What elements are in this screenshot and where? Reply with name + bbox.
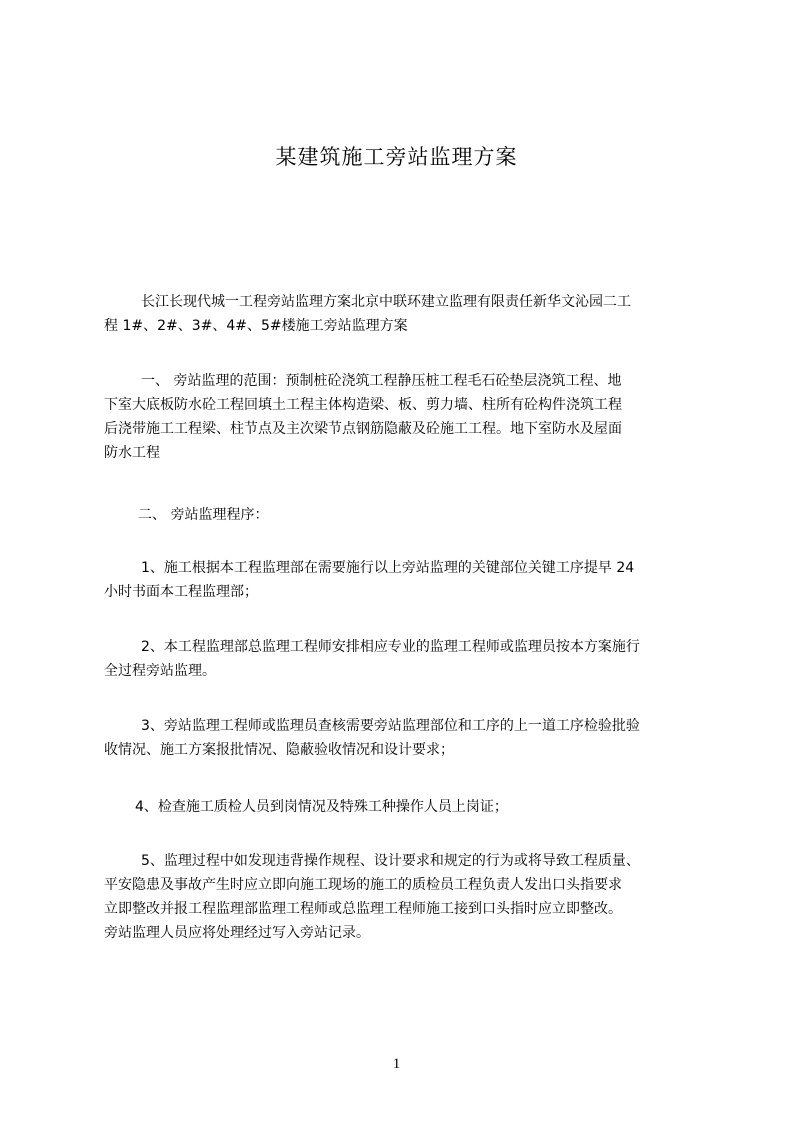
text-line: 长江长现代城一工程旁站监理方案北京中联环建立监理有限责任新华文沁园二工 [141,294,631,310]
text-line: 4、检查施工质检人员到岗情况及特殊工种操作人员上岗证； [135,799,508,815]
page-number: 1 [392,1056,401,1072]
text-line: 1、施工根据本工程监理部在需要施行以上旁站监理的关键部位关键工序提早 24 [141,560,635,576]
text-line: 2、本工程监理部总监理工程师安排相应专业的监理工程师或监理员按本方案施行 [141,639,640,655]
text-line: 防水工程 [104,445,160,461]
list-item [104,795,712,819]
section-1-paragraph [104,369,712,465]
text-line: 后浇带施工工程梁、柱节点及主次梁节点钢筋隐蔽及砼施工工程。地下室防水及屋面 [104,421,622,437]
text-line: 下室大底板防水砼工程回填土工程主体构造梁、板、剪力墙、柱所有砼构件浇筑工程 [104,397,622,413]
list-item [104,556,712,604]
text-line: 程 1#、2#、3#、4#、5#楼施工旁站监理方案 [104,318,408,334]
text-line: 二、 旁站监理程序： [138,507,269,523]
list-item [104,714,712,762]
section-2-heading [104,503,712,527]
text-line: 小时书面本工程监理部； [104,584,258,600]
text-line: 平安隐患及事故产生时应立即向施工现场的施工的质检员工程负责人发出口头指要求 [104,877,622,893]
text-line: 收情况、施工方案报批情况、隐蔽验收情况和设计要求； [104,742,454,758]
document-title: 某建筑施工旁站监理方案 [275,145,518,169]
list-item [104,849,712,945]
text-line: 全过程旁站监理。 [104,663,216,679]
text-line: 旁站监理人员应将处理经过写入旁站记录。 [104,925,370,941]
intro-paragraph [104,290,712,338]
text-line: 一、 旁站监理的范围：预制桩砼浇筑工程静压桩工程毛石砼垫层浇筑工程、地 [141,373,622,389]
text-line: 5、监理过程中如发现违背操作规程、设计要求和规定的行为或将导致工程质量、 [141,853,640,869]
text-line: 3、旁站监理工程师或监理员查核需要旁站监理部位和工序的上一道工序检验批验 [141,718,640,734]
list-item [104,635,712,683]
text-line: 立即整改并报工程监理部监理工程师或总监理工程师施工接到口头指时应立即整改。 [104,901,622,917]
